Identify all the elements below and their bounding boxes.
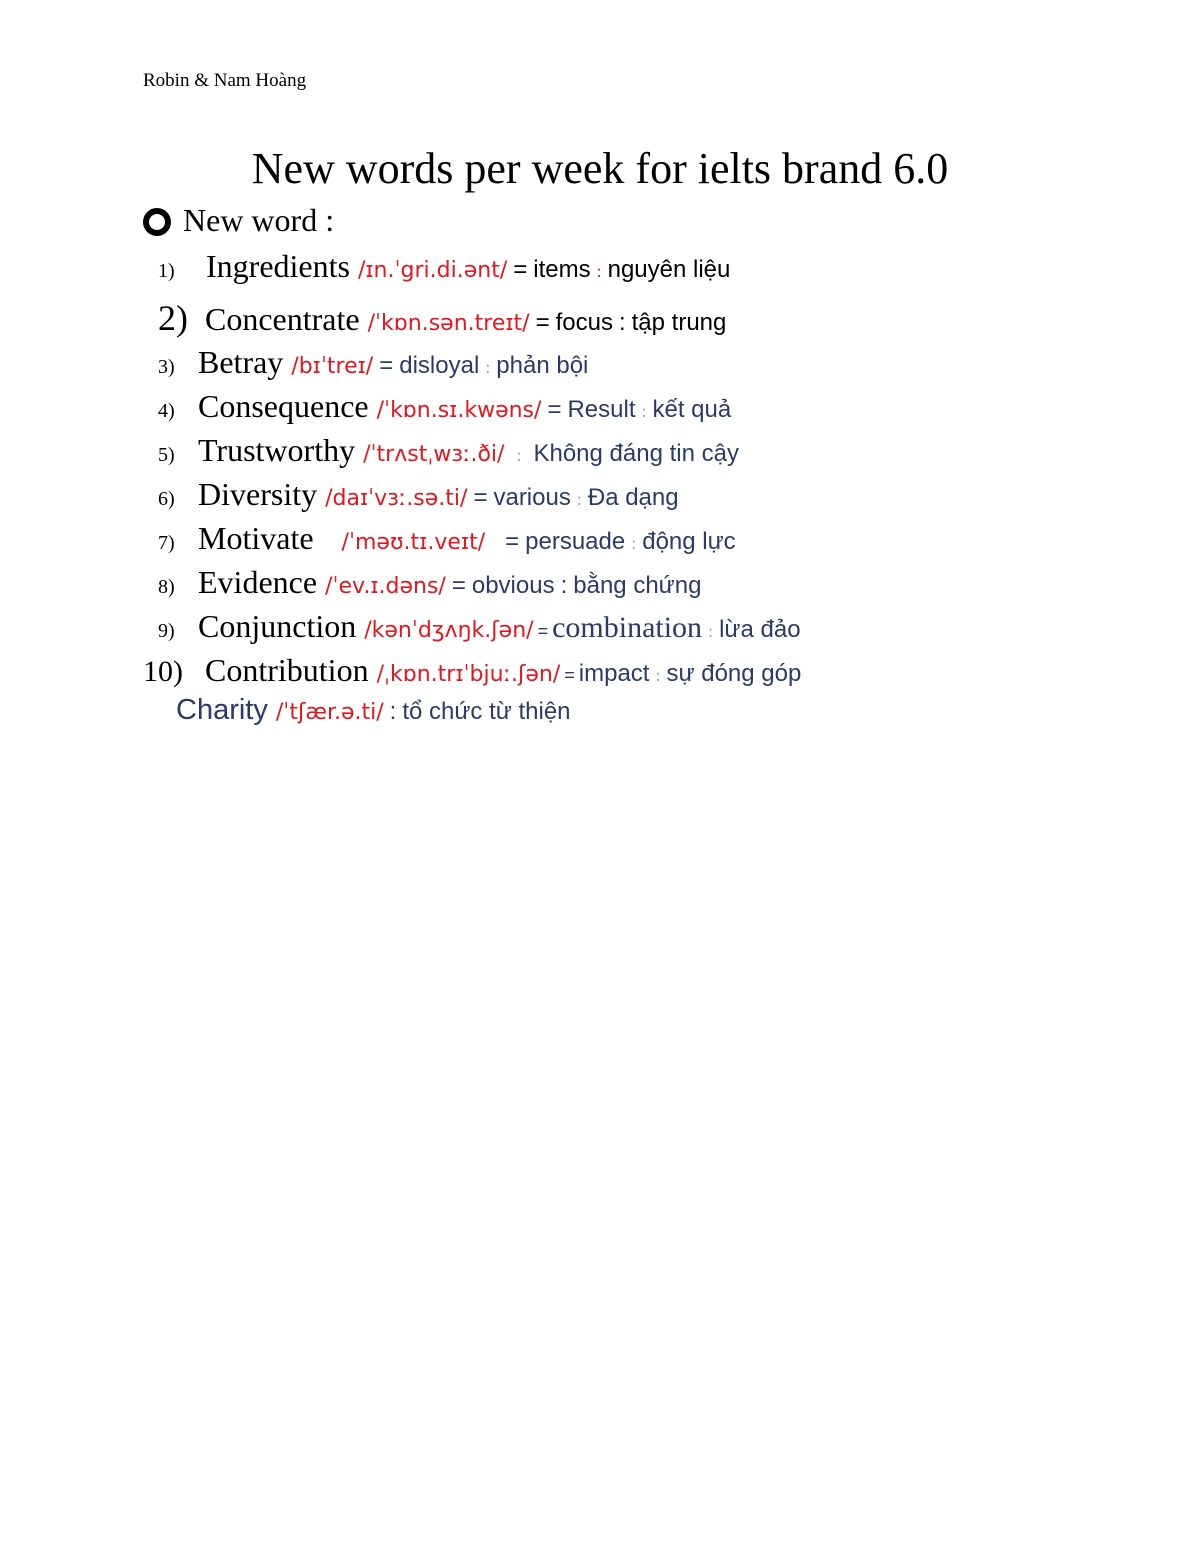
entry-number: 4) bbox=[158, 400, 175, 422]
entry-equals: = bbox=[513, 256, 528, 283]
entry-vietnamese: nguyên liệu bbox=[607, 256, 731, 283]
circle-bullet-icon bbox=[143, 208, 171, 236]
entry-word: Trustworthy bbox=[198, 432, 356, 468]
entry-equals: = bbox=[564, 665, 575, 685]
vocab-entry bbox=[158, 248, 730, 285]
entry-vietnamese: Đa dạng bbox=[587, 484, 679, 511]
entry-colon: : bbox=[618, 309, 626, 336]
entry-number: 7) bbox=[158, 532, 175, 554]
entry-word: Concentrate bbox=[205, 301, 360, 337]
entry-meaning: Result bbox=[567, 396, 636, 423]
entry-vietnamese: tổ chức từ thiện bbox=[402, 698, 571, 725]
entry-meaning: obvious bbox=[471, 572, 555, 599]
entry-ipa: /ˈtrʌstˌwɜː.ði/ bbox=[363, 442, 505, 467]
page-header: Robin & Nam Hoàng bbox=[143, 70, 307, 91]
entry-colon: : bbox=[576, 489, 582, 509]
entry-number: 3) bbox=[158, 356, 175, 378]
entry-colon: : bbox=[516, 445, 522, 465]
entry-word: Charity bbox=[176, 694, 268, 726]
page-title: New words per week for ielts brand 6.0 bbox=[251, 144, 949, 193]
entry-vietnamese: kết quả bbox=[652, 396, 732, 423]
entry-meaning: disloyal bbox=[399, 352, 480, 379]
entry-ipa: /ˈməʊ.tɪ.veɪt/ bbox=[341, 530, 486, 555]
entry-colon: : bbox=[641, 401, 647, 421]
entry-colon: : bbox=[485, 357, 491, 377]
entry-word: Motivate bbox=[198, 520, 314, 556]
entry-ipa: /daɪˈvɜː.sə.ti/ bbox=[325, 486, 468, 511]
entry-colon: : bbox=[708, 621, 714, 641]
entry-equals: = bbox=[451, 572, 466, 599]
entry-ipa: /ˈkɒn.sɪ.kwəns/ bbox=[376, 398, 542, 423]
entry-colon: : bbox=[631, 533, 637, 553]
entry-vietnamese: lừa đảo bbox=[719, 616, 801, 643]
entry-vietnamese: sự đóng góp bbox=[666, 660, 802, 687]
vocab-entry bbox=[158, 432, 739, 469]
vocab-entry bbox=[158, 476, 679, 513]
vocab-entry bbox=[158, 388, 731, 425]
section-heading bbox=[143, 202, 334, 239]
entry-number: 6) bbox=[158, 488, 175, 510]
entry-equals: = bbox=[379, 352, 394, 379]
entry-word: Consequence bbox=[198, 388, 369, 424]
entry-equals: = bbox=[473, 484, 488, 511]
entry-meaning: combination bbox=[552, 611, 703, 644]
vocab-entry bbox=[143, 652, 801, 689]
entry-vietnamese: tập trung bbox=[631, 309, 727, 336]
entry-vietnamese: bằng chứng bbox=[573, 572, 702, 599]
vocab-entry-extra bbox=[176, 694, 571, 727]
entry-colon: : bbox=[655, 665, 661, 685]
entry-number: 9) bbox=[158, 620, 175, 642]
entry-ipa: /ˈev.ɪ.dəns/ bbox=[325, 574, 446, 599]
entry-number: 10) bbox=[143, 655, 183, 688]
entry-ipa: /ˈtʃær.ə.ti/ bbox=[275, 700, 384, 725]
entry-vietnamese: Không đáng tin cậy bbox=[533, 440, 739, 467]
entry-vietnamese: động lực bbox=[642, 528, 736, 555]
vocab-entry bbox=[158, 520, 736, 557]
entry-vietnamese: phản bội bbox=[496, 352, 589, 379]
entry-ipa: /bɪˈtreɪ/ bbox=[291, 354, 374, 379]
entry-meaning: items bbox=[533, 256, 591, 283]
entry-meaning: persuade bbox=[525, 528, 626, 555]
entry-equals: = bbox=[537, 621, 549, 641]
entry-number: 1) bbox=[158, 260, 175, 282]
vocab-entry bbox=[158, 297, 726, 339]
entry-meaning: various bbox=[493, 484, 571, 511]
vocab-entry bbox=[158, 564, 701, 601]
entry-equals: = bbox=[547, 396, 562, 423]
entry-meaning: impact bbox=[578, 660, 650, 687]
entry-word: Contribution bbox=[205, 652, 369, 688]
entry-ipa: /kənˈdʒʌŋk.ʃən/ bbox=[364, 618, 534, 643]
entry-colon: : bbox=[560, 572, 568, 599]
entry-meaning: focus bbox=[555, 309, 613, 336]
entry-word: Diversity bbox=[198, 476, 318, 512]
entry-ipa: /ˈkɒn.sən.treɪt/ bbox=[367, 311, 530, 336]
entry-number: 8) bbox=[158, 576, 175, 598]
entry-word: Betray bbox=[198, 344, 284, 380]
vocab-entry bbox=[158, 608, 801, 645]
vocab-entry bbox=[158, 344, 588, 381]
entry-word: Ingredients bbox=[206, 248, 350, 284]
entry-ipa: /ˌkɒn.trɪˈbjuː.ʃən/ bbox=[376, 662, 561, 687]
entry-number: 5) bbox=[158, 444, 175, 466]
entry-ipa: /ɪn.ˈgri.di.ənt/ bbox=[357, 258, 508, 283]
section-label: New word : bbox=[183, 202, 335, 238]
entry-colon: : bbox=[596, 261, 602, 281]
entry-colon: : bbox=[389, 698, 397, 725]
entry-word: Evidence bbox=[198, 564, 318, 600]
entry-word: Conjunction bbox=[198, 608, 357, 644]
entry-equals: = bbox=[505, 528, 520, 555]
entry-equals: = bbox=[535, 309, 550, 336]
entry-number: 2) bbox=[158, 298, 188, 338]
